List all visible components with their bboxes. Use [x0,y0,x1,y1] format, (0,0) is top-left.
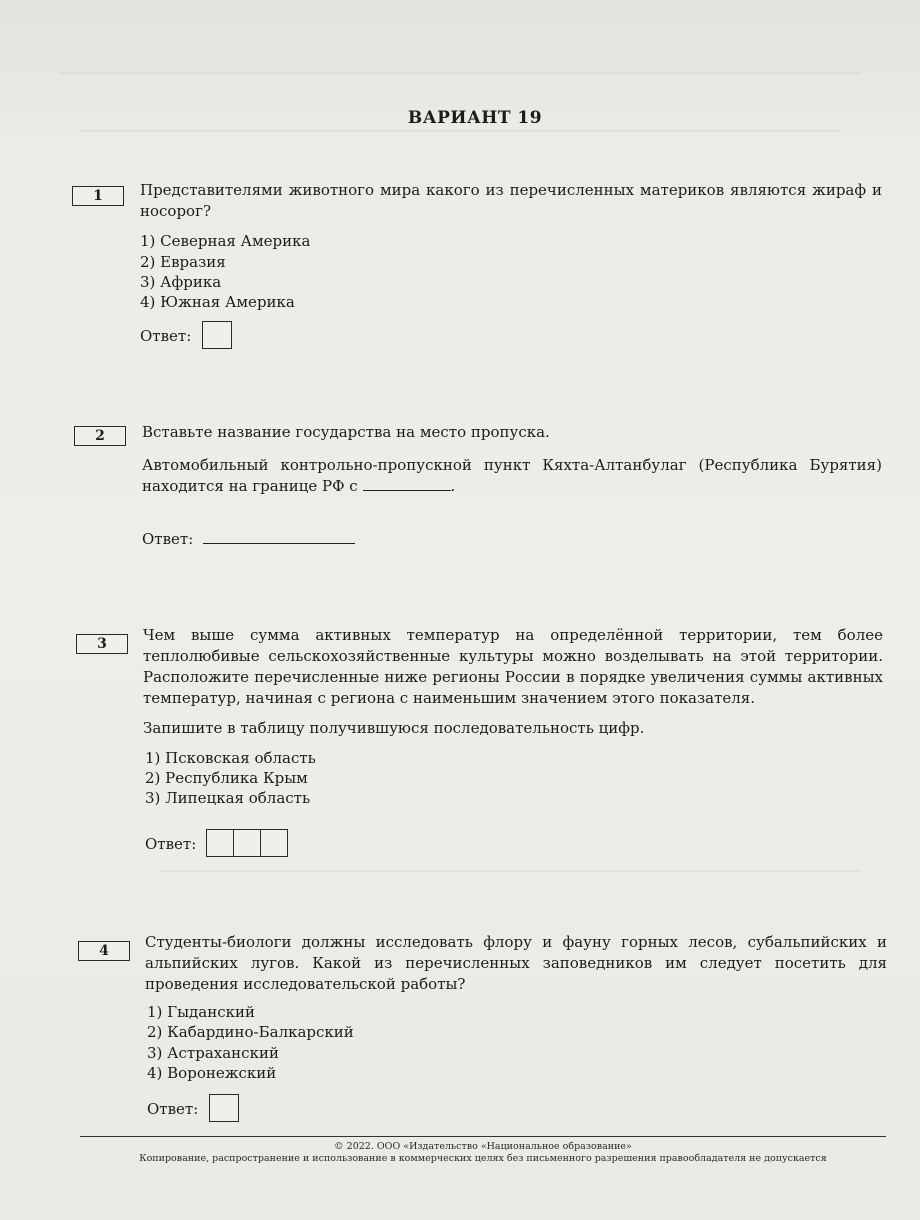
question-text: Студенты-биологи должны исследовать флору и фауну горных лесов, субальпийских и альпийских лугов. Какой из перечисленных заповедников им следует посетить для проведения исследовательской работы? [145,933,887,993]
question-body-end: . [450,477,456,495]
answer-table[interactable] [206,829,288,857]
answer-label: Ответ: [145,835,197,853]
answer-option: 2) Кабардино-Балкарский [147,1023,354,1041]
answer-cell[interactable] [207,830,234,856]
question-number-box: 3 [76,634,128,654]
answer-label: Ответ: [147,1100,199,1118]
answer-option: 4) Воронежский [147,1064,277,1082]
question-text: Чем выше сумма активных температур на определённой территории, тем более теплолюбивые сельскохозяйственные культуры можно возделывать на этой территории. Расположите перечисленные ниже регионы России в порядке увеличения суммы активных температур, начиная с региона с наименьшим значением этого показателя. [143,626,883,707]
question-text: Представителями животного мира какого из перечисленных материков являются жираф и носорог? [140,181,882,220]
question-instruction: Запишите в таблицу получившуюся последовательность цифр. [143,719,645,737]
variant-title: ВАРИАНТ 19 [407,108,543,128]
footer-notice: Копирование, распространение и использование в коммерческих целях без письменного разрешения правообладателя не допускается [139,1153,827,1164]
question-number-box: 4 [78,941,130,961]
footer-divider [80,1136,886,1137]
bleed-through-line [60,72,860,74]
answer-option: 1) Северная Америка [140,232,311,250]
answer-box[interactable] [202,321,232,349]
answer-cell[interactable] [234,830,261,856]
answer-option: 4) Южная Америка [140,293,295,311]
answer-option: 3) Липецкая область [145,789,311,807]
footer-copyright: © 2022. ООО «Издательство «Национальное образование» [334,1141,632,1152]
question-text: Вставьте название государства на место пропуска. [142,423,550,441]
answer-option: 2) Евразия [140,253,226,271]
bleed-through-line [80,130,840,132]
answer-option: 1) Гыданский [147,1003,255,1021]
answer-option: 1) Псковская область [145,749,316,767]
answer-label: Ответ: [142,530,194,548]
answer-line[interactable] [203,543,355,544]
answer-label: Ответ: [140,327,192,345]
answer-option: 3) Африка [140,273,222,291]
answer-box[interactable] [209,1094,239,1122]
answer-cell[interactable] [261,830,287,856]
question-body-text: Автомобильный контрольно-пропускной пункт Кяхта-Алтанбулаг (Республика Бурятия) находится на границе РФ с [142,456,882,495]
answer-option: 3) Астраханский [147,1044,279,1062]
answer-option: 2) Республика Крым [145,769,308,787]
question-body [142,455,882,497]
question-number-box: 1 [72,186,124,206]
bleed-through-line [160,870,860,872]
fill-in-blank[interactable] [363,490,451,491]
question-number-box: 2 [74,426,126,446]
